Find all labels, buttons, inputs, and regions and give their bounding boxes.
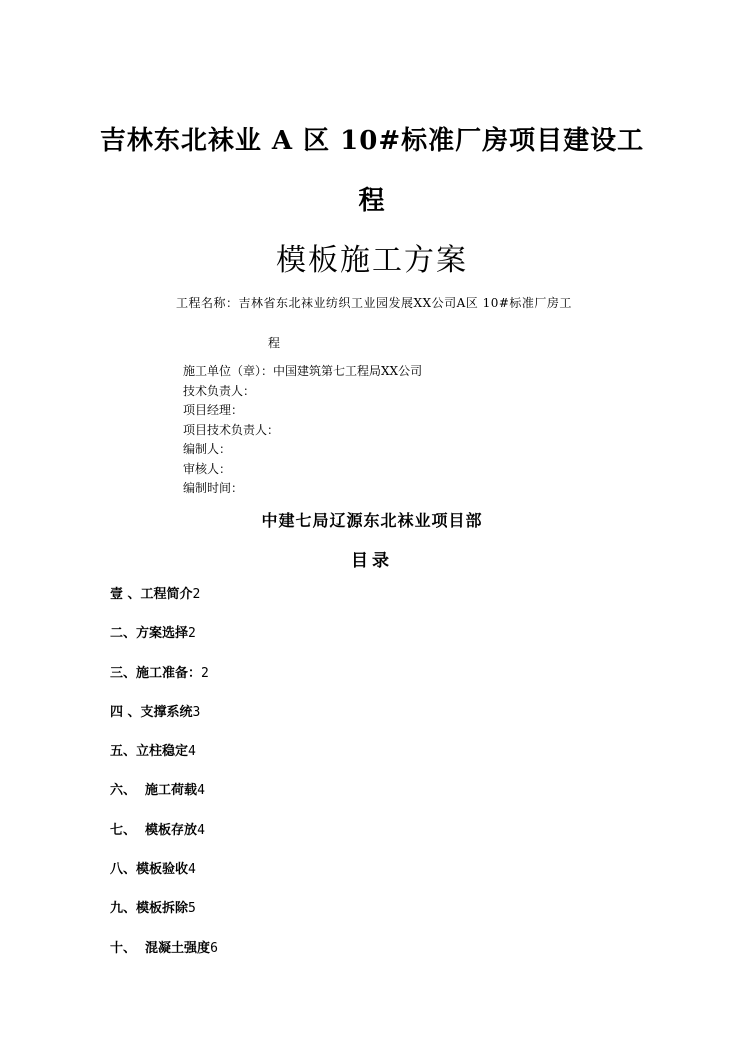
toc-item[interactable] bbox=[110, 939, 610, 978]
info-value: 中国建筑第七工程局XX公司 bbox=[273, 364, 423, 378]
organization-name: 中建七局辽源东北袜业项目部 bbox=[261, 511, 483, 530]
toc-item[interactable] bbox=[110, 899, 610, 938]
toc-item-label: 十、 混凝土强度 bbox=[110, 940, 211, 956]
toc-item[interactable] bbox=[110, 821, 610, 860]
toc-heading: 目录 bbox=[351, 551, 393, 571]
toc-item-label: 九、模板拆除 bbox=[110, 901, 189, 917]
toc-item-label: 八、模板验收 bbox=[110, 862, 189, 878]
toc-item-page: 2 bbox=[201, 665, 209, 681]
info-label: 施工单位（章）： bbox=[183, 364, 274, 378]
info-label: 编制时间： bbox=[183, 481, 244, 495]
toc-item-label: 七、 模板存放 bbox=[110, 822, 198, 838]
toc-item-label: 四 、支撑系统 bbox=[110, 704, 193, 720]
toc-item-page: 2 bbox=[188, 626, 196, 642]
toc-item[interactable] bbox=[110, 624, 610, 663]
toc-item[interactable] bbox=[110, 860, 610, 899]
document-subtitle: 模板施工方案 bbox=[276, 243, 468, 278]
toc-item-label: 壹 、工程简介 bbox=[110, 587, 193, 602]
info-label: 编制人： bbox=[183, 442, 232, 456]
toc-item-label: 六、 施工荷载 bbox=[110, 783, 198, 799]
toc-item-label: 五、立柱稳定 bbox=[110, 744, 189, 760]
table-of-contents bbox=[110, 585, 610, 978]
info-row-date bbox=[183, 479, 422, 499]
info-label: 项目经理： bbox=[183, 403, 244, 417]
toc-item[interactable] bbox=[110, 781, 610, 820]
toc-item-page: 3 bbox=[192, 704, 201, 720]
toc-item-page: 4 bbox=[197, 822, 205, 838]
info-row-reviewer bbox=[183, 460, 422, 480]
toc-item-page: 2 bbox=[192, 587, 201, 602]
toc-item-page: 4 bbox=[188, 744, 196, 760]
toc-item-page: 4 bbox=[197, 783, 205, 799]
project-name: 工程名称：吉林省东北袜业纺织工业园发展XX公司A区 10#标准厂房工 bbox=[176, 296, 572, 310]
info-row-technical-lead bbox=[183, 382, 422, 402]
document-title-line-2: 程 bbox=[358, 186, 386, 216]
toc-item[interactable] bbox=[110, 742, 610, 781]
info-row-construction-unit bbox=[183, 362, 422, 382]
toc-item-page: 6 bbox=[210, 940, 218, 956]
toc-item[interactable] bbox=[110, 703, 610, 742]
info-row-project-technical-lead bbox=[183, 421, 422, 441]
toc-item-label: 二、方案选择 bbox=[110, 626, 189, 642]
info-label: 技术负责人： bbox=[183, 383, 256, 398]
info-row-project-manager bbox=[183, 401, 422, 421]
document-title-line-1: 吉林东北袜业 A 区 10#标准厂房项目建设工 bbox=[99, 126, 645, 156]
toc-item-label: 三、施工准备： bbox=[110, 665, 202, 681]
info-label: 审核人： bbox=[183, 461, 232, 476]
toc-item[interactable] bbox=[110, 664, 610, 703]
project-name-continuation: 程 bbox=[268, 336, 281, 350]
toc-item-page: 4 bbox=[188, 862, 196, 878]
info-label: 项目技术负责人： bbox=[183, 422, 280, 437]
toc-item[interactable] bbox=[110, 585, 610, 624]
info-row-author bbox=[183, 440, 422, 460]
toc-item-page: 5 bbox=[188, 901, 196, 917]
info-block bbox=[183, 362, 422, 499]
